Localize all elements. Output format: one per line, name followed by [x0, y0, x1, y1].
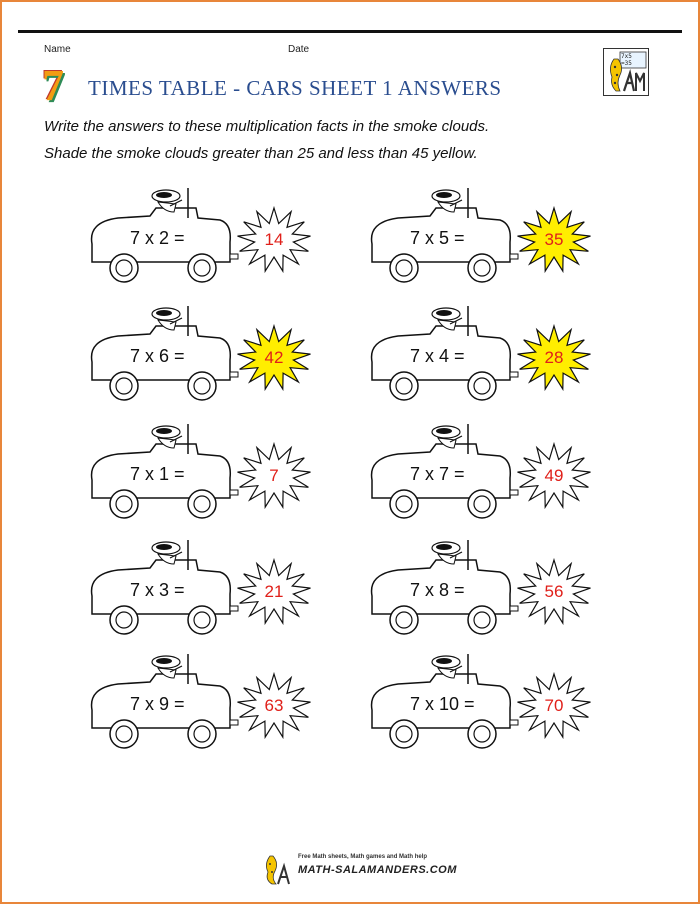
answer-value: 56	[544, 582, 564, 601]
multiplication-fact: 7 x 1 =	[130, 464, 185, 484]
multiplication-fact: 7 x 10 =	[410, 694, 475, 714]
big-number-seven: 7	[42, 61, 64, 110]
multiplication-fact: 7 x 2 =	[130, 228, 185, 248]
multiplication-fact: 7 x 3 =	[130, 580, 185, 600]
answer-value: 21	[264, 582, 284, 601]
instruction-line-1: Write the answers to these multiplication facts in the smoke clouds.	[44, 118, 490, 135]
instruction-line-2: Shade the smoke clouds greater than 25 and less than 45 yellow.	[44, 145, 478, 162]
page-title: TIMES TABLE - CARS SHEET 1 ANSWERS	[88, 76, 502, 100]
car-problem	[78, 648, 328, 758]
answer-value: 14	[264, 230, 284, 249]
car-problem	[358, 418, 608, 528]
car-problem	[78, 182, 328, 292]
logo-sum: 7x5 =35	[621, 53, 632, 67]
car-problem	[358, 182, 608, 292]
date-label: Date	[288, 44, 310, 55]
multiplication-fact: 7 x 7 =	[410, 464, 465, 484]
footer-tagline: Free Math sheets, Math games and Math help	[298, 854, 428, 860]
answer-value: 35	[544, 230, 564, 249]
car-problem	[358, 648, 608, 758]
car-problem	[78, 418, 328, 528]
car-problem	[358, 534, 608, 644]
salamander-footer-icon	[262, 852, 296, 886]
multiplication-fact: 7 x 9 =	[130, 694, 185, 714]
car-problem	[78, 300, 328, 410]
answer-value: 49	[544, 466, 564, 485]
multiplication-fact: 7 x 8 =	[410, 580, 465, 600]
footer-logo	[262, 852, 457, 886]
answer-value: 42	[264, 348, 284, 367]
name-label: Name	[44, 44, 71, 55]
salamander-logo	[603, 48, 649, 96]
footer-brand: MATH-SALAMANDERS.COM	[298, 864, 457, 876]
car-problem	[358, 300, 608, 410]
answer-value: 63	[264, 696, 284, 715]
header-rule	[18, 30, 682, 33]
answer-value: 7	[269, 466, 279, 485]
car-problem	[78, 534, 328, 644]
answer-value: 70	[544, 696, 564, 715]
answer-value: 28	[544, 348, 564, 367]
multiplication-fact: 7 x 4 =	[410, 346, 465, 366]
multiplication-fact: 7 x 5 =	[410, 228, 465, 248]
multiplication-fact: 7 x 6 =	[130, 346, 185, 366]
